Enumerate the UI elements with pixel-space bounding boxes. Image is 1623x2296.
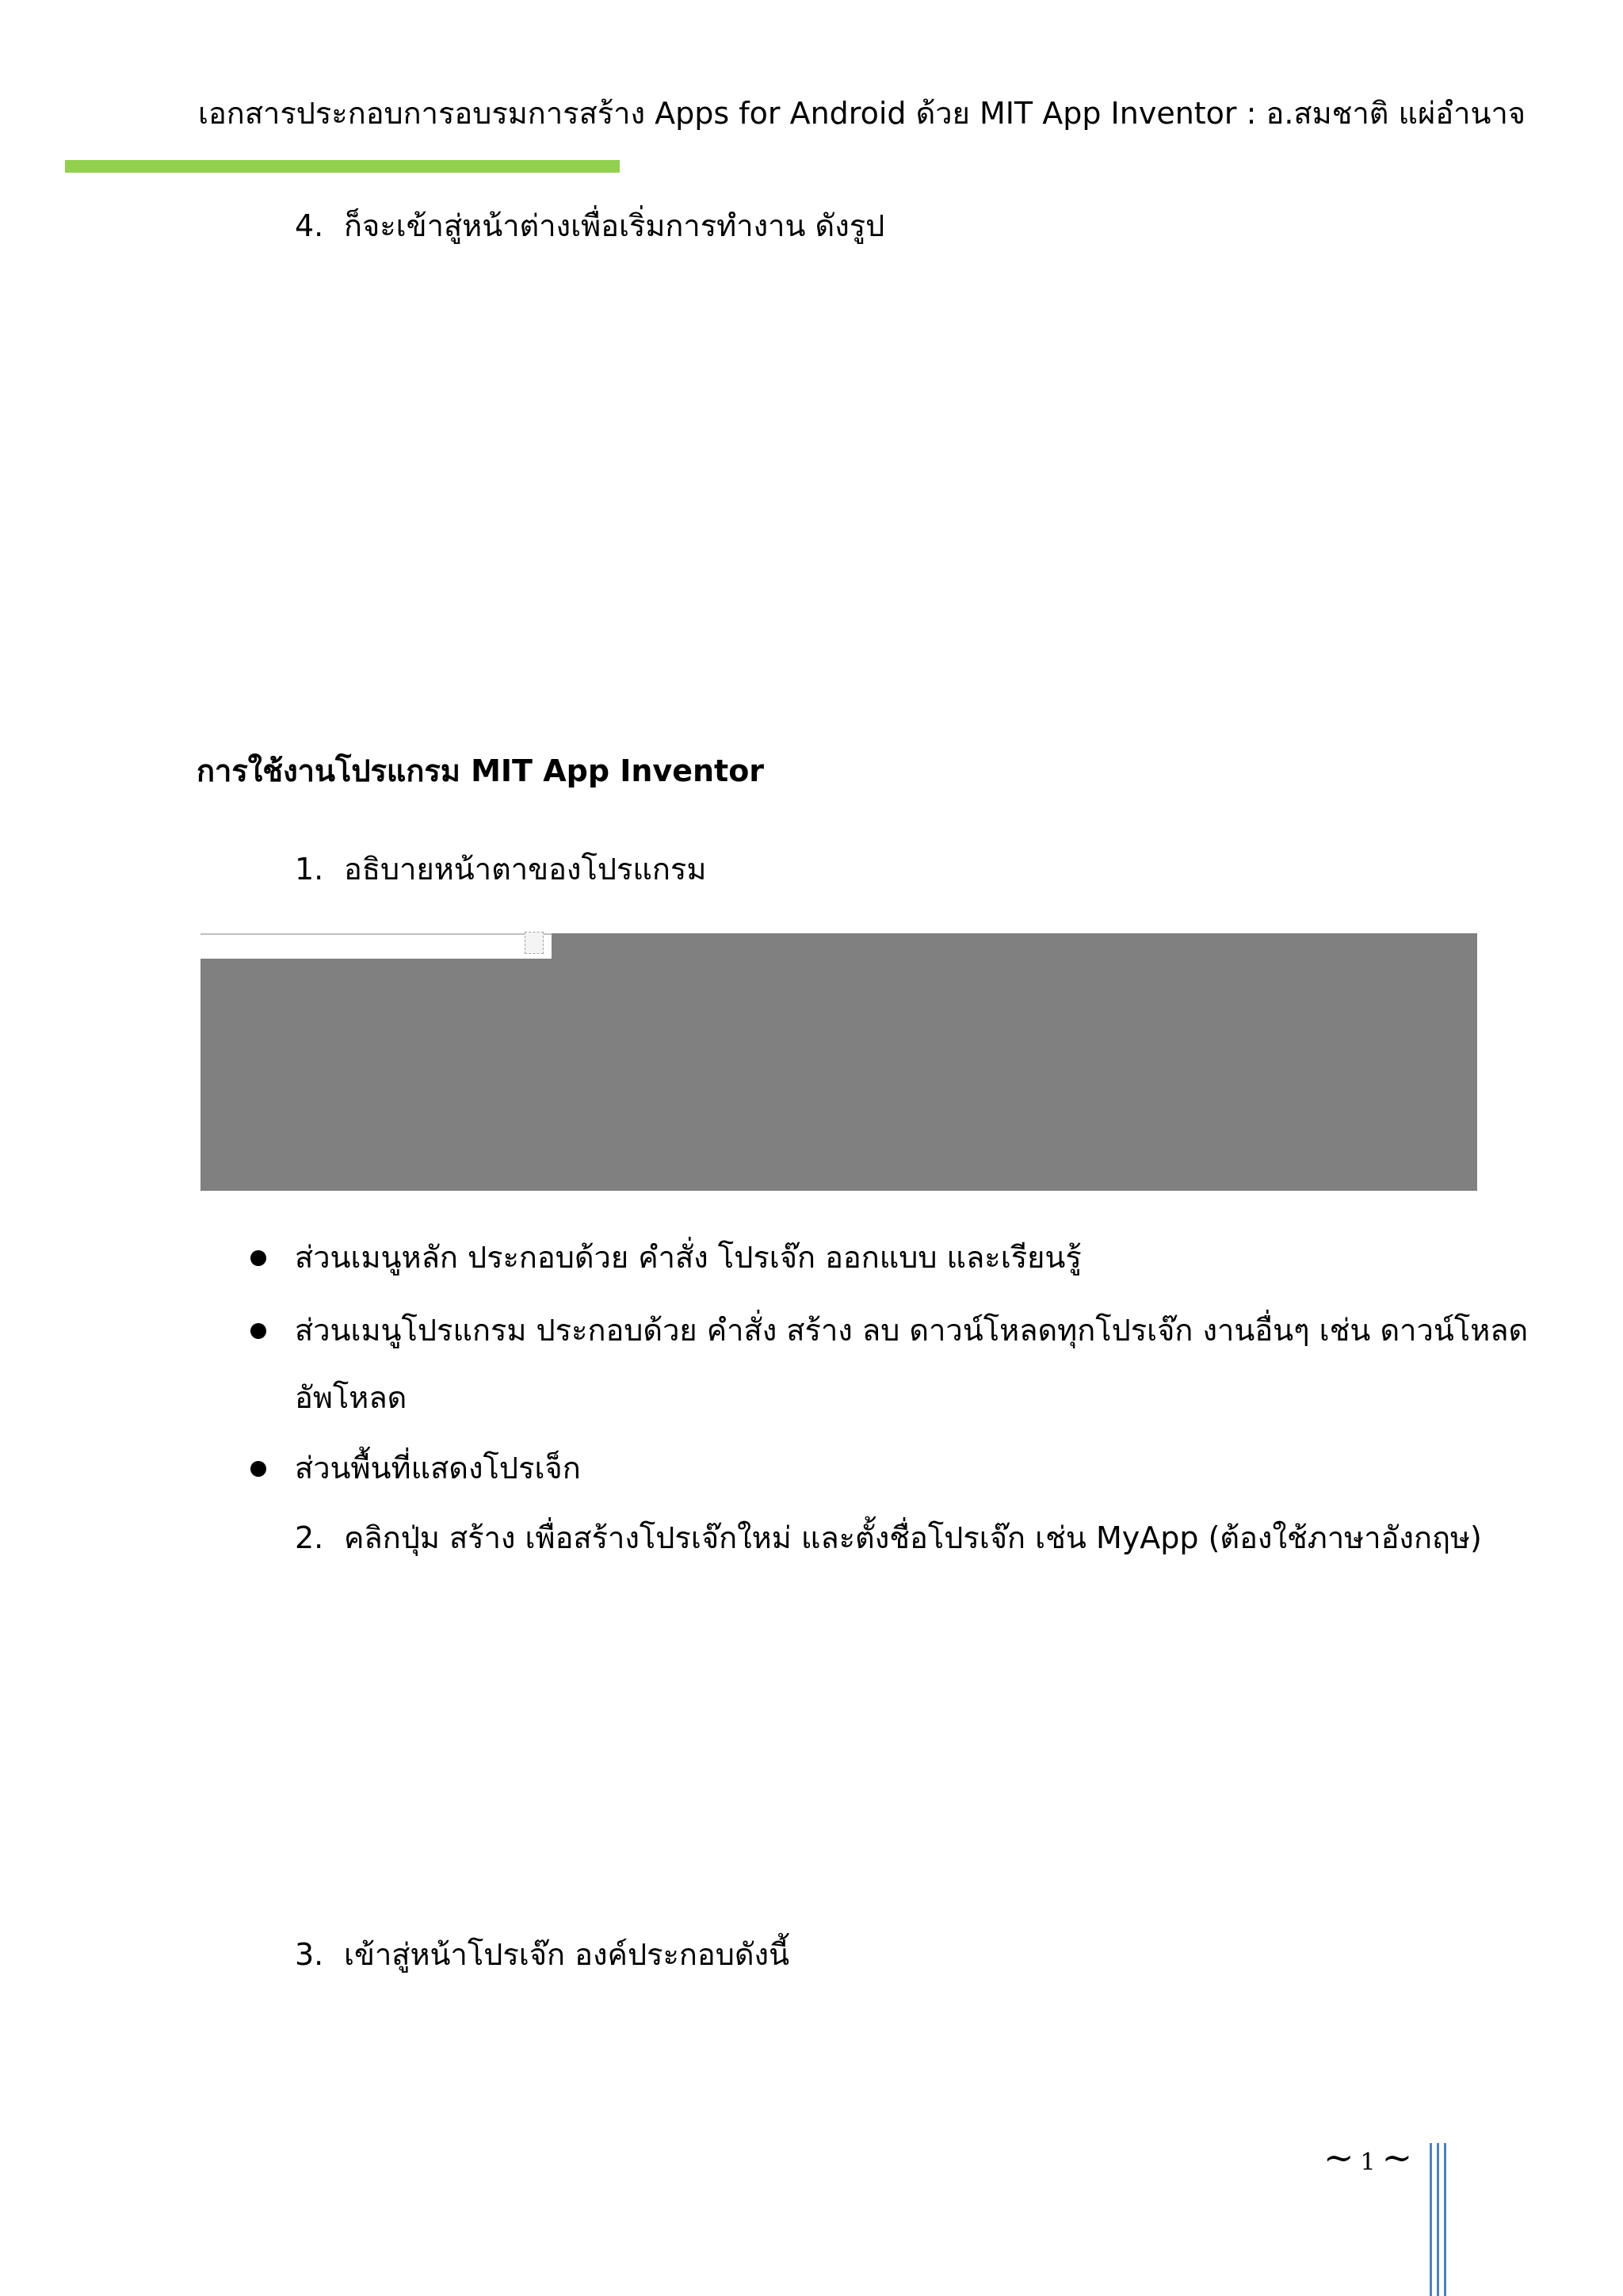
- step-1-text: อธิบายหน้าตาของโปรแกรม: [344, 852, 707, 887]
- footer-vertical-line: [1444, 2143, 1446, 2296]
- section-heading: การใช้งานโปรแกรม MIT App Inventor: [197, 753, 765, 788]
- step-3: [295, 1939, 789, 1970]
- step-3-text: เข้าสู่หน้าโปรเจ๊ก องค์ประกอบดังนี้: [344, 1937, 790, 1972]
- page-number-tilde-left: ~: [1323, 2136, 1354, 2179]
- image-toolbar-strip: [200, 933, 552, 959]
- footer-vertical-line: [1437, 2143, 1439, 2296]
- step-4: [295, 208, 885, 243]
- header-accent-bar: [65, 160, 620, 173]
- resize-handle-icon: [525, 932, 544, 954]
- step-4-text: ก็จะเข้าสู่หน้าต่างเพื่อเริ่มการทำงาน ดังรูป: [344, 208, 885, 243]
- step-2-text: คลิกปุ่ม สร้าง เพื่อสร้างโปรเจ๊กใหม่ และตั้งชื่อโปรเจ๊ก เช่น MyApp (ต้องใช้ภาษาอังกฤษ): [344, 1520, 1482, 1555]
- bullet-icon: [250, 1250, 266, 1266]
- step-2: [295, 1520, 1482, 1555]
- page-number: [1323, 2136, 1413, 2179]
- document-header-title: เอกสารประกอบการอบรมการสร้าง Apps for Android ด้วย MIT App Inventor : อ.สมชาติ แผ่อำนาจ: [198, 96, 1526, 131]
- program-screenshot-placeholder: [200, 933, 1477, 1191]
- bullet-item-3-text: ส่วนพื้นที่แสดงโปรเจ็ก: [295, 1451, 581, 1486]
- bullet-item-2: [295, 1313, 1529, 1348]
- step-1-number: 1.: [295, 852, 324, 887]
- page-number-value: 1: [1360, 2149, 1376, 2176]
- step-2-number: 2.: [295, 1520, 324, 1555]
- bullet-item-1: [295, 1240, 1082, 1275]
- bullet-item-2-continuation: อัพโหลด: [295, 1380, 407, 1415]
- step-4-number: 4.: [295, 208, 324, 243]
- bullet-item-2-text: ส่วนเมนูโปรแกรม ประกอบด้วย คำสั่ง สร้าง ลบ ดาวน์โหลดทุกโปรเจ๊ก งานอื่นๆ เช่น ดาวน์โหลด: [295, 1313, 1529, 1348]
- page-number-tilde-right: ~: [1381, 2136, 1413, 2179]
- step-1: [295, 852, 707, 887]
- bullet-item-3: [295, 1451, 581, 1486]
- step-3-number: 3.: [295, 1937, 324, 1972]
- bullet-icon: [250, 1461, 266, 1477]
- bullet-item-1-text: ส่วนเมนูหลัก ประกอบด้วย คำสั่ง โปรเจ๊ก ออกแบบ และเรียนรู้: [295, 1240, 1082, 1275]
- bullet-icon: [250, 1323, 266, 1339]
- footer-vertical-line: [1430, 2143, 1432, 2296]
